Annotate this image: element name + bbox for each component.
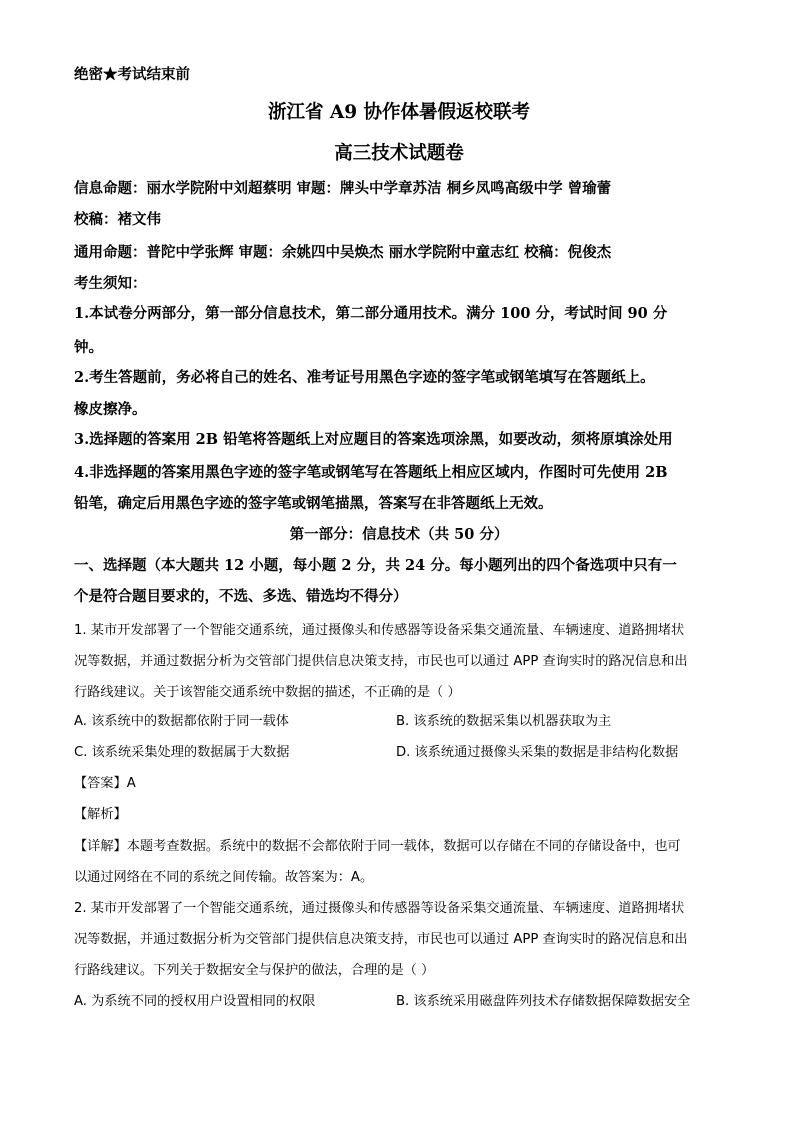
exam-title: 浙江省 A9 协作体暑假返校联考 [267,102,531,123]
q1-stem-1: 1. 某市开发部署了一个智能交通系统，通过摄像头和传感器等设备采集交通流量、车辆速度、道路拥堵状 [74,623,685,638]
q1-answer: 【答案】A [74,776,136,791]
q1-analysis: 【解析】 [74,807,127,822]
credits-general: 通用命题：普陀中学张辉 审题：余姚四中吴焕杰 丽水学院附中童志红 校稿：倪俊杰 [74,244,612,261]
section-heading-cont: 个是符合题目要求的，不选、多选、错选均不得分） [74,588,408,605]
notice-heading: 考生须知： [74,275,147,292]
q1-stem-2: 况等数据，并通过数据分析为交管部门提供信息决策支持，市民也可以通过 APP 查询实时的路况信息和出 [74,654,688,669]
notice-item-2: 2.考生答题前，务必将自己的姓名、准考证号用黑色字迹的签字笔或钢笔填写在答题纸上。 [74,369,655,386]
q1-option-b: B. 该系统的数据采集以机器获取为主 [396,714,612,729]
q2-stem-1: 2. 某市开发部署了一个智能交通系统，通过摄像头和传感器等设备采集交通流量、车辆速度、道路拥堵状 [74,901,685,916]
credits-info: 信息命题：丽水学院附中刘超蔡明 审题：牌头中学章苏洁 桐乡凤鸣高级中学 曾瑜蕾 [74,180,612,197]
notice-item-4-cont: 铅笔，确定后用黑色字迹的签字笔或钢笔描黑，答案写在非答题纸上无效。 [74,495,553,512]
notice-item-1-cont: 钟。 [74,339,103,356]
part1-title: 第一部分：信息技术（共 50 分） [289,526,509,543]
q2-option-a: A. 为系统不同的授权用户设置相同的权限 [74,994,316,1009]
q2-stem-3: 行路线建议。下列关于数据安全与保护的做法，合理的是（ ） [74,963,435,978]
q1-stem-3: 行路线建议。关于该智能交通系统中数据的描述，不正确的是（ ） [74,685,461,700]
exam-page [74,0,724,1123]
credits-proofread: 校稿：褚文伟 [74,211,161,228]
q1-option-d: D. 该系统通过摄像头采集的数据是非结构化数据 [396,745,679,760]
notice-item-1: 1.本试卷分两部分，第一部分信息技术，第二部分通用技术。满分 100 分，考试时间 90 分 [74,305,668,322]
q1-option-a: A. 该系统中的数据都依附于同一载体 [74,714,289,729]
notice-item-2-cont: 橡皮擦净。 [74,401,147,418]
notice-item-3: 3.选择题的答案用 2B 铅笔将答题纸上对应题目的答案选项涂黑，如要改动，须将原填涂处用 [74,431,673,448]
q1-option-c: C. 该系统采集处理的数据属于大数据 [74,745,290,760]
q2-stem-2: 况等数据，并通过数据分析为交管部门提供信息决策支持，市民也可以通过 APP 查询实时的路况信息和出 [74,932,688,947]
exam-subtitle: 高三技术试题卷 [334,143,464,164]
q2-option-b: B. 该系统采用磁盘阵列技术存储数据保障数据安全 [396,994,691,1009]
secret-mark: 绝密★考试结束前 [74,66,190,83]
q1-detail-2: 以通过网络在不同的系统之间传输。故答案为：A。 [74,870,374,885]
section-heading: 一、选择题（本大题共 12 小题，每小题 2 分，共 24 分。每小题列出的四个备选项中只有一 [74,557,677,574]
notice-item-4: 4.非选择题的答案用黑色字迹的签字笔或钢笔写在答题纸上相应区域内，作图时可先使用 2B [74,464,668,481]
q1-detail-1: 【详解】本题考查数据。系统中的数据不会都依附于同一载体，数据可以存储在不同的存储设备中，也可 [74,839,681,854]
